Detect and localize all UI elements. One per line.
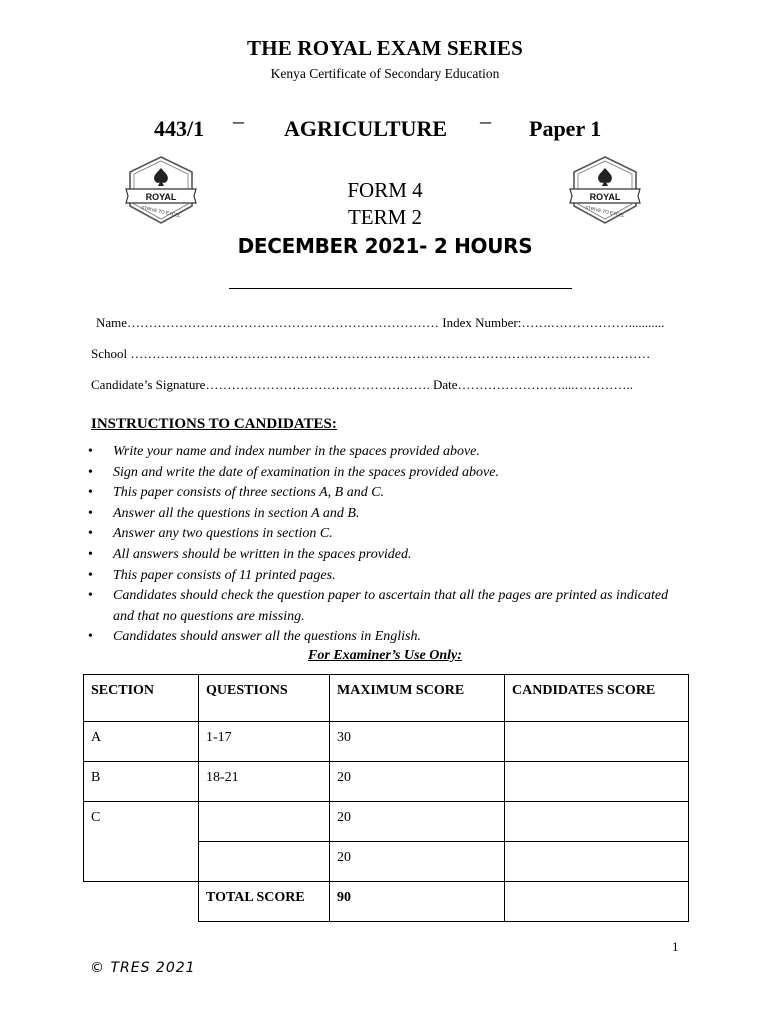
candidate-score-cell[interactable] <box>505 722 689 762</box>
table-row <box>84 722 689 762</box>
section-cell: B <box>84 762 199 802</box>
max-score-cell: 30 <box>330 722 505 762</box>
instruction-item: • Write your name and index number in the spaces provided above. <box>86 442 686 463</box>
max-score-cell: 20 <box>330 842 505 882</box>
instruction-item: • This paper consists of three sections A, B and C. <box>86 483 686 504</box>
paper-number: Paper 1 <box>529 116 602 141</box>
exam-series-title: THE ROYAL EXAM SERIES <box>247 36 523 60</box>
questions-cell: 18-21 <box>199 762 330 802</box>
questions-cell: 1-17 <box>199 722 330 762</box>
total-value: 90 <box>330 882 505 922</box>
section-cell: C <box>84 802 199 882</box>
instruction-item: • Answer all the questions in section A and B. <box>86 504 686 525</box>
instruction-item: • Answer any two questions in section C. <box>86 524 686 545</box>
questions-cell <box>199 802 330 842</box>
page-number: 1 <box>672 939 679 954</box>
column-header: CANDIDATES SCORE <box>505 675 689 722</box>
instruction-item: • Candidates should check the question paper to ascertain that all the pages are printed as indicated and that no questions are missing. <box>86 586 686 627</box>
table-total-row <box>84 882 689 922</box>
term-label: TERM 2 <box>347 205 423 229</box>
column-header: QUESTIONS <box>199 675 330 722</box>
candidate-score-cell[interactable] <box>505 762 689 802</box>
separator-dash: – <box>233 108 244 133</box>
candidate-score-cell[interactable] <box>505 842 689 882</box>
empty-cell <box>84 882 199 922</box>
instructions-list <box>86 442 686 648</box>
questions-cell <box>199 842 330 882</box>
section-cell: A <box>84 722 199 762</box>
name-index-field[interactable]: Name……………………………………………………………… Index Number:…….………………........... <box>96 315 665 330</box>
logo-text: ROYAL <box>589 192 621 202</box>
paper-code: 443/1 <box>154 116 205 141</box>
instructions-heading: INSTRUCTIONS TO CANDIDATES: <box>91 416 337 432</box>
table-row <box>84 802 689 842</box>
candidate-score-cell[interactable] <box>505 802 689 842</box>
max-score-cell: 20 <box>330 802 505 842</box>
table-row <box>84 762 689 802</box>
score-table <box>83 674 689 922</box>
column-header: MAXIMUM SCORE <box>330 675 505 722</box>
total-candidate-score-cell[interactable] <box>505 882 689 922</box>
school-field[interactable]: School ………………………………………………………………………………………………………… <box>91 346 651 361</box>
separator-dash: – <box>480 108 491 133</box>
instruction-item: • Sign and write the date of examination in the spaces provided above. <box>86 463 686 484</box>
instruction-item: • All answers should be written in the spaces provided. <box>86 545 686 566</box>
instruction-item: • This paper consists of 11 printed pages. <box>86 566 686 587</box>
copyright-notice: © TRES 2021 <box>90 960 196 976</box>
logo-motto: STRIVE TO EXCEL <box>140 204 182 219</box>
examiner-use-caption: For Examiner’s Use Only: <box>308 648 462 663</box>
subject-name: AGRICULTURE <box>284 116 448 141</box>
logo-motto: STRIVE TO EXCEL <box>584 204 626 219</box>
form-label: FORM 4 <box>347 178 423 202</box>
total-label: TOTAL SCORE <box>199 882 330 922</box>
instruction-item: • Candidates should answer all the questions in English. <box>86 627 686 648</box>
logo-text: ROYAL <box>145 192 177 202</box>
header-divider <box>229 288 572 289</box>
column-header: SECTION <box>84 675 199 722</box>
signature-date-field[interactable]: Candidate’s Signature……………………………………………. Date……………………....………….. <box>91 377 633 392</box>
table-header-row <box>84 675 689 722</box>
date-duration: DECEMBER 2021- 2 HOURS <box>237 234 533 258</box>
exam-subtitle: Kenya Certificate of Secondary Education <box>270 66 500 81</box>
max-score-cell: 20 <box>330 762 505 802</box>
